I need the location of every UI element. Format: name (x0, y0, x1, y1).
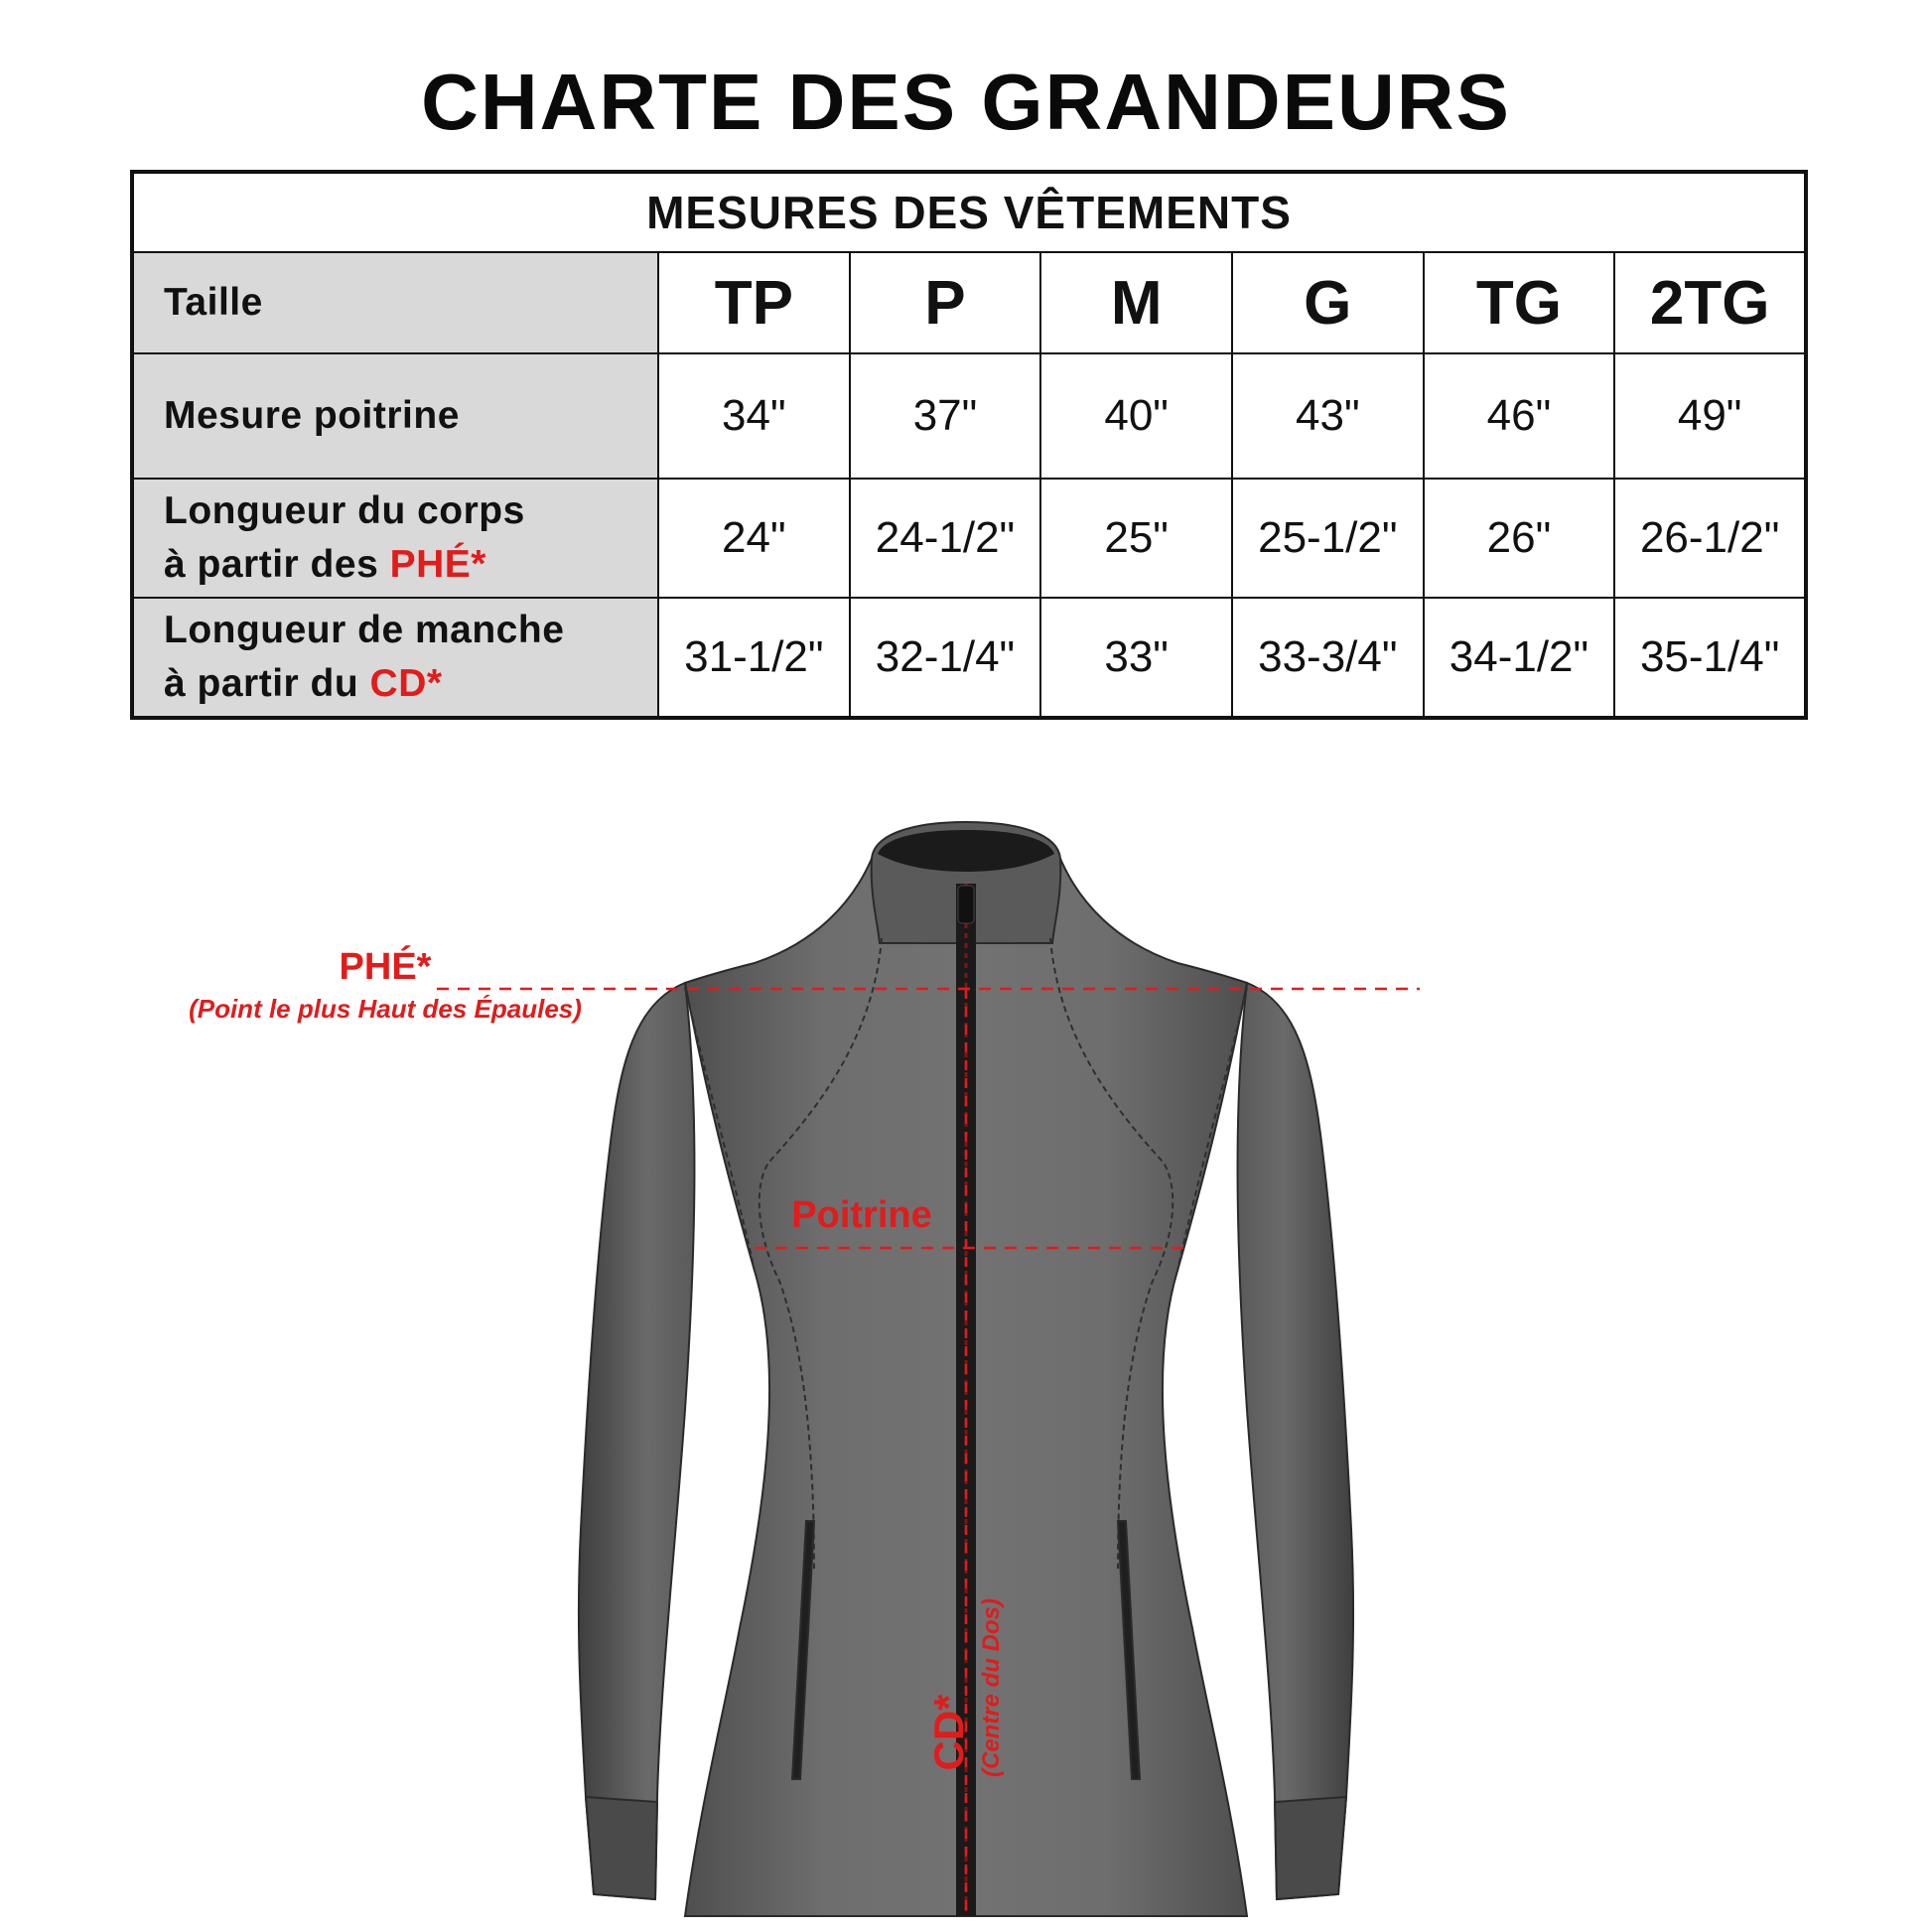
table-cell: 49" (1614, 353, 1806, 479)
row-label-red: PHÉ* (389, 543, 486, 586)
row-label-line2: à partir des (164, 543, 390, 586)
left-sleeve (579, 983, 695, 1899)
cd-label: CD* (925, 1694, 972, 1771)
table-cell: 24" (658, 479, 850, 598)
table-cell: 24-1/2" (850, 479, 1041, 598)
row-label-body-length (132, 479, 658, 598)
table-cell: 26-1/2" (1614, 479, 1806, 598)
table-cell: 43" (1232, 353, 1424, 479)
table-row (132, 598, 1806, 718)
size-header: M (1040, 252, 1232, 353)
size-header: TG (1424, 252, 1615, 353)
chest-label: Poitrine (791, 1194, 932, 1236)
phe-label: PHÉ* (339, 946, 432, 988)
row-label-line2: à partir du (164, 662, 370, 705)
table-cell: 31-1/2" (658, 598, 850, 718)
table-cell: 34-1/2" (1424, 598, 1615, 718)
size-label: Taille (132, 252, 658, 353)
left-cuff (586, 1797, 657, 1899)
table-cell: 25-1/2" (1232, 479, 1424, 598)
row-label-line1: Mesure poitrine (164, 394, 460, 437)
right-sleeve (1238, 983, 1354, 1899)
size-header: TP (658, 252, 850, 353)
table-row (132, 353, 1806, 479)
size-header: P (850, 252, 1041, 353)
table-cell: 25" (1040, 479, 1232, 598)
section-title: MESURES DES VÊTEMENTS (132, 172, 1806, 252)
cd-note: (Centre du Dos) (978, 1598, 1005, 1777)
row-label-red: CD* (369, 662, 443, 705)
table-cell: 34" (658, 353, 850, 479)
row-label-line1: Longueur du corps (164, 489, 525, 532)
jacket-diagram (0, 814, 1932, 1932)
table-cell: 33" (1040, 598, 1232, 718)
size-header: 2TG (1614, 252, 1806, 353)
right-cuff (1275, 1797, 1346, 1899)
table-row (132, 479, 1806, 598)
table-cell: 40" (1040, 353, 1232, 479)
table-cell: 32-1/4" (850, 598, 1041, 718)
page-title: CHARTE DES GRANDEURS (421, 58, 1511, 146)
table-cell: 46" (1424, 353, 1615, 479)
phe-note: (Point le plus Haut des Épaules) (189, 994, 582, 1024)
row-label-chest (132, 353, 658, 479)
table-cell: 26" (1424, 479, 1615, 598)
table-cell: 37" (850, 353, 1041, 479)
row-label-line1: Longueur de manche (164, 609, 565, 651)
row-label-sleeve-length (132, 598, 658, 718)
table-cell: 33-3/4" (1232, 598, 1424, 718)
table-cell: 35-1/4" (1614, 598, 1806, 718)
size-chart-table (130, 170, 1808, 720)
size-header: G (1232, 252, 1424, 353)
zipper-pull (958, 886, 974, 923)
